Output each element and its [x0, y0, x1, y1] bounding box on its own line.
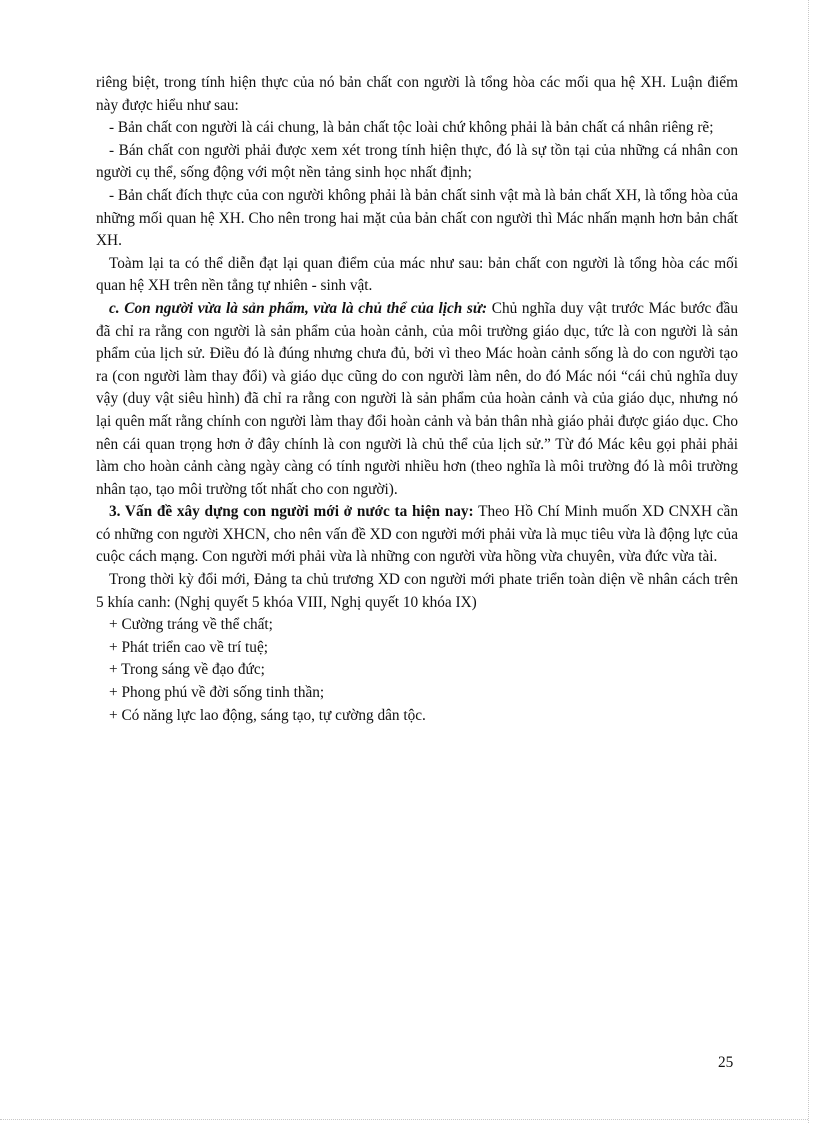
page-body	[96, 72, 738, 727]
section-text: Theo Hồ Chí Minh muốn XD CNXH cần có những con người XHCN, cho nên vấn đề XD con người mới phải vừa là mục tiêu vừa là động lực của cuộc cách mạng. Con người mới phải vừa là những con người vừa hồng vừa chuyên, vừa đức vừa tài.	[96, 503, 738, 566]
page-edge-right	[808, 0, 809, 1123]
bullet-paragraph: - Bản chất con người là cái chung, là bản chất tộc loài chứ không phải là bản chất cá nhân riêng rẽ;	[109, 119, 714, 137]
paragraph: riêng biệt, trong tính hiện thực của nó bản chất con người là tổng hòa các mối qua hệ XH. Luận điểm này được hiểu như sau:	[96, 74, 738, 114]
list-item: + Có năng lực lao động, sáng tạo, tự cường dân tộc.	[109, 706, 426, 724]
page-edge-bottom	[0, 1119, 808, 1120]
page-number: 25	[718, 1054, 734, 1071]
section-heading: 3. Vấn đề xây dựng con người mới ở nước ta hiện nay:	[109, 503, 474, 521]
paragraph: Trong thời kỳ đổi mới, Đảng ta chủ trương XD con người mới phate triển toàn diện về nhân cách trên 5 khía canh: (Nghị quyết 5 khóa VIII, Nghị quyết 10 khóa IX)	[96, 571, 738, 611]
bullet-paragraph: - Bán chất con người phải được xem xét trong tính hiện thực, đó là sự tồn tại của những cá nhân con người cụ thể, sống động với một nền tảng sinh học nhất định;	[96, 141, 738, 182]
section-paragraph	[96, 298, 738, 501]
list-item: + Trong sáng về đạo đức;	[109, 661, 265, 679]
section-text: Chủ nghĩa duy vật trước Mác bước đầu đã chỉ ra rằng con người là sản phẩm của hoàn cảnh, của môi trường giáo dục, tức là con người là sản phẩm của lịch sử. Điều đó là đúng nhưng chưa đủ, bởi vì theo Mác hoàn cảnh sống là do con người tạo ra (con người làm thay đổi) và giáo dục cũng do con người làm nên, do đó Mác nói “cái chủ nghĩa duy vậy (duy vật siêu hình) đã chỉ ra rằng con người là sản phẩm của hoàn cảnh và của giáo dục, nhưng nó lại quên mất rằng chính con người làm thay đổi hoàn cảnh và bản thân nhà giáo phải được giáo dục. Cho nên cái quan trọng hơn ở đây chính là con người là chủ thể của lịch sử.” Từ đó Mác kêu gọi phải phải làm cho hoàn cảnh càng ngày càng có tính người nhiều hơn (theo nghĩa là môi trường đó là môi trường nhân tạo, tạo môi trường tốt nhất cho con người).	[96, 299, 738, 498]
list-item: + Phát triển cao về trí tuệ;	[109, 638, 268, 656]
list-item: + Cường tráng về thể chất;	[109, 616, 273, 634]
section-heading: c. Con người vừa là sản phẩm, vừa là chủ thể của lịch sử:	[109, 299, 488, 317]
section-paragraph	[96, 501, 738, 569]
paragraph: Toàm lại ta có thể diễn đạt lại quan điểm của mác như sau: bản chất con người là tổng hòa các mối quan hệ XH trên nền tẳng tự nhiên - sinh vật.	[96, 254, 738, 295]
bullet-paragraph: - Bản chất đích thực của con người không phải là bản chất sinh vật mà là bản chất XH, là tổng hòa của những mối quan hệ XH. Cho nên trong hai mặt của bản chất con người thì Mác nhấn mạnh hơn bản chất XH.	[96, 186, 738, 250]
list-item: + Phong phú về đời sống tinh thần;	[109, 684, 325, 702]
